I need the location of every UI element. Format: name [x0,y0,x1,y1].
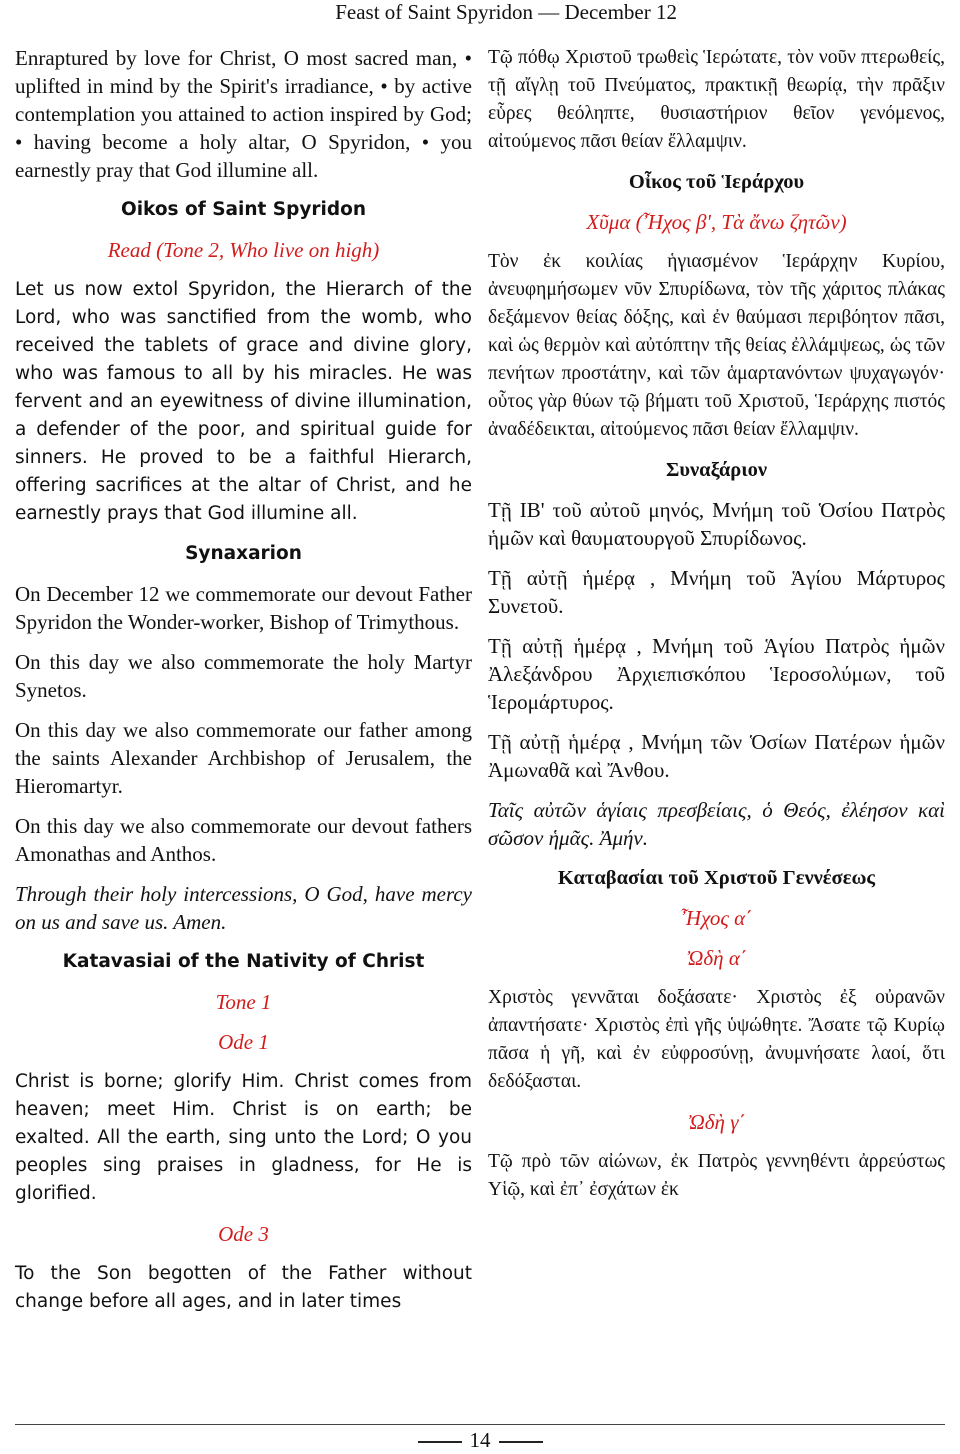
oikos-rubric-gr: Χῦμα (Ἦχος β', Τὰ ἄνω ζητῶν) [586,210,847,234]
greek-column [488,44,945,1204]
ode-3-label-en: Ode 3 [218,1222,269,1246]
running-header: Feast of Saint Spyridon — December 12 [335,0,677,24]
oikos-text-gr: Τὸν ἐκ κοιλίας ἡγιασμένον Ἱεράρχην Κυρίου, ἀνευφημήσωμεν νῦν Σπυρίδωνα, τὸν τῆς χάριτος πλάκας δεξάμενον θείας δόξης, καὶ ἐν θαύμασι περιβόητον πᾶσι, καὶ ὡς θερμὸν καὶ αὐτόπτην τῆς θείας ἐλλάμψεως, ὡς τῶν πενήτων προστάτην, καὶ τῶν ἁμαρτανόντων ψυχαγωγόν· οὗτος γὰρ θύων τῷ βήματι τοῦ Χριστοῦ, Ἱεράρχης πιστός ἀναδέδεικται, αἰτούμενος πᾶσι θείαν ἔλλαμψιν. [488,251,945,440]
ode-3-text-gr: Τῷ πρὸ τῶν αἰώνων, ἐκ Πατρὸς γεννηθέντι ἀρρεύστως Υἱῷ, καὶ ἐπ᾽ ἐσχάτων ἐκ [488,1151,945,1200]
synaxarion-title-en: Synaxarion [185,543,302,564]
oikos-title-gr: Οἶκος τοῦ Ἱεράρχου [628,171,805,193]
footer-rule [15,1424,945,1425]
synaxarion-title-gr: Συναξάριον [665,459,768,481]
ode-3-label-gr: Ὠδὴ γ΄ [687,1110,746,1134]
synaxarion-entry-2-en: On this day we also commemorate the holy Martyr Synetos. [15,650,472,702]
katavasiai-title-en: Katavasiai of the Nativity of Christ [62,951,425,972]
synaxarion-entry-1-en: On December 12 we commemorate our devout Father Spyridon the Wonder-worker, Bishop of Trimythous. [15,582,472,634]
oikos-title-en: Oikos of Saint Spyridon [120,199,367,220]
apolytikion-end-en: Enraptured by love for Christ, O most sacred man, • uplifted in mind by the Spirit's irradiance, • by active contemplation you attained to action inspired by God; • having become a holy altar, O Spyridon, • you earnestly pray that God illumine all. [15,46,472,182]
oikos-text-en: Let us now extol Spyridon, the Hierarch of the Lord, who was sanctified from the womb, who received the tablets of grace and divine glory, who was famous to all by his miracles. He was fervent and an eyewitness of divine illumination, a defender of the poor, and spiritual guide for sinners. He proved to be a faithful Hierarch, offering sacrifices at the altar of Christ, and he earnestly prays that God illumine all. [15,279,472,524]
tone-label-gr: Ἦχος α΄ [680,906,753,930]
page-footer [0,1424,960,1454]
closing-prayer-gr: Ταῖς αὐτῶν ἁγίαις πρεσβείαις, ὁ Θεός, ἐλέησον καὶ σῶσον ἡμᾶς. Ἀμήν. [488,798,945,850]
ode-1-text-en: Christ is borne; glorify Him. Christ comes from heaven; meet Him. Christ is on earth; be exalted. All the earth, sing unto the Lord; O you peoples sing praises in gladness, for He is glorified. [15,1071,472,1204]
page-number [0,1427,960,1453]
ode-3-text-en: To the Son begotten of the Father without change before all ages, and in later times [15,1263,472,1312]
synaxarion-entry-3-en: On this day we also commemorate our father among the saints Alexander Archbishop of Jerusalem, the Hieromartyr. [15,718,472,798]
closing-prayer-en: Through their holy intercessions, O God, have mercy on us and save us. Amen. [15,882,472,934]
ode-1-label-en: Ode 1 [218,1030,269,1054]
synaxarion-entry-1-gr: Τῇ ΙΒ' τοῦ αὐτοῦ μηνός, Μνήμη τοῦ Ὁσίου Πατρὸς ἡμῶν καὶ θαυματουργοῦ Σπυρίδωνος. [488,498,945,550]
ode-1-text-gr: Χριστὸς γεννᾶται δοξάσατε· Χριστὸς ἐξ οὐρανῶν ἀπαντήσατε· Χριστὸς ἐπὶ γῆς ὑψώθητε. Ἄσατε τῷ Κυρίῳ πᾶσα ἡ γῆ, καὶ ἐν εὐφροσύνῃ, ἀνυμνήσατε λαοί, ὅτι δεδόξασται. [488,987,945,1092]
tone-label-en: Tone 1 [215,990,272,1014]
synaxarion-entry-4-gr: Τῇ αὐτῇ ἡμέρᾳ , Μνήμη τῶν Ὁσίων Πατέρων ἡμῶν Ἀμωναθᾶ καὶ Ἄνθου. [488,730,945,782]
page-number-value: 14 [469,1428,491,1452]
synaxarion-entry-2-gr: Τῇ αὐτῇ ἡμέρᾳ , Μνήμη τοῦ Ἁγίου Μάρτυρος Συνετοῦ. [488,566,945,618]
apolytikion-end-gr: Τῷ πόθῳ Χριστοῦ τρωθεὶς Ἱερώτατε, τὸν νοῦν πτερωθείς, τῇ αἴγλῃ τοῦ Πνεύματος, πρακτικῇ θεωρίᾳ, τὴν πρᾶξιν εὗρες θεόληπτε, θυσιαστήριον θεῖον γενόμενος, αἰτούμενος πᾶσι θείαν ἔλλαμψιν. [488,47,945,152]
english-column [15,44,472,1316]
ode-1-label-gr: Ὠδὴ α΄ [686,946,747,970]
oikos-rubric-en: Read (Tone 2, Who live on high) [107,238,380,262]
synaxarion-entry-3-gr: Τῇ αὐτῇ ἡμέρᾳ , Μνήμη τοῦ Ἁγίου Πατρὸς ἡμῶν Ἀλεξάνδρου Ἀρχιεπισκόπου Ἱεροσολύμων, τοῦ Ἱερομάρτυρος. [488,634,945,714]
synaxarion-entry-4-en: On this day we also commemorate our devout fathers Amonathas and Anthos. [15,814,472,866]
katavasiai-title-gr: Καταβασίαι τοῦ Χριστοῦ Γεννέσεως [557,867,876,889]
